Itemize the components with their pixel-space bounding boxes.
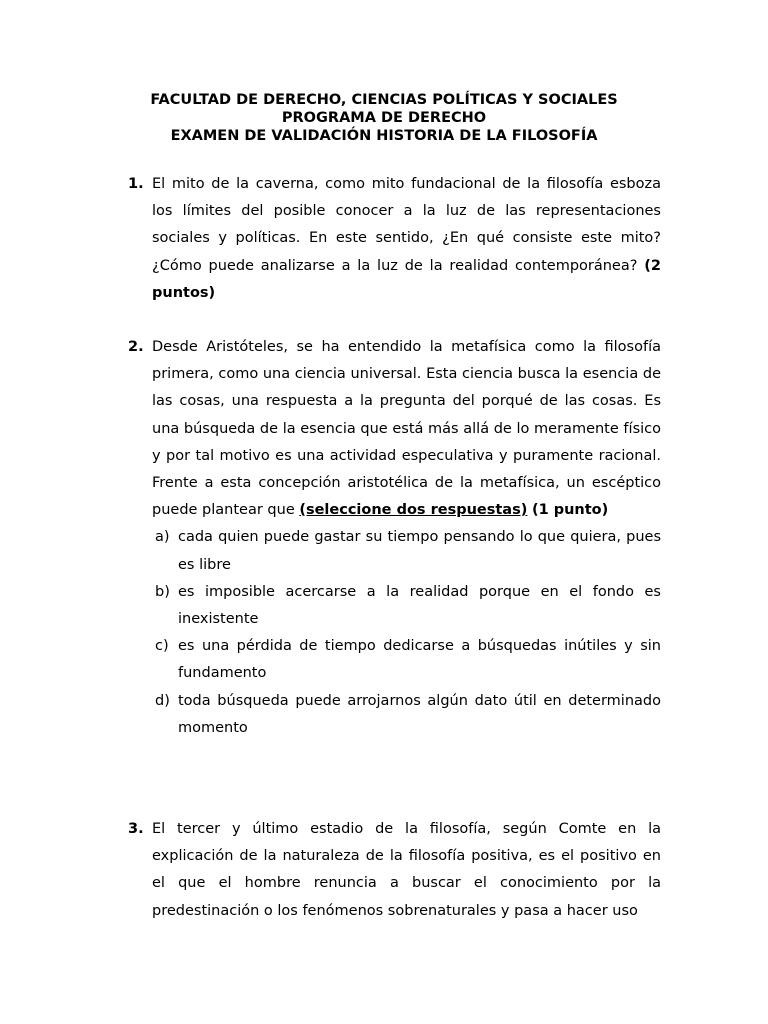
question-body (152, 334, 661, 524)
question-text: El mito de la caverna, como mito fundacional de la filosofía esboza los límites del posible conocer a la luz de las representaciones sociales y políticas. En este sentido, ¿En qué consiste este mito? ¿Cómo puede analizarse a la luz de la realidad contemporánea? (152, 176, 661, 274)
question-text: El tercer y último estadio de la filosofía, según Comte en la explicación de la naturaleza de la filosofía positiva, es el positivo en el que el hombre renuncia a buscar el conocimiento por la predestinación o los fenómenos sobrenaturales y pasa a hacer uso (152, 821, 661, 919)
option-text: es imposible acercarse a la realidad porque en el fondo es inexistente (178, 583, 661, 628)
option-text: es una pérdida de tiempo dedicarse a búsquedas inútiles y sin fundamento (178, 638, 661, 682)
option-letter: b) (155, 583, 170, 600)
question-points: (2 puntos) (152, 257, 661, 301)
option-text: cada quien puede gastar su tiempo pensando lo que quiera, pues es libre (178, 529, 661, 573)
question-points: (1 punto) (531, 502, 609, 519)
answer-option-b (152, 579, 661, 633)
answer-options (152, 524, 661, 742)
option-letter: c) (155, 638, 169, 655)
question-text: Desde Aristóteles, se ha entendido la metafísica como la filosofía primera, como una ciencia universal. Esta ciencia busca la esencia de las cosas, una respuesta a la pregunta del porqué de las cosas. Es una búsqueda de la esencia que está más allá de lo meramente físico y por tal motivo es una actividad especulativa y puramente racional. Frente a esta concepción aristotélica de la metafísica, un escéptico puede plantear que (152, 339, 661, 519)
document-header (0, 91, 768, 145)
question-body (152, 816, 661, 925)
exam-title: EXAMEN DE VALIDACIÓN HISTORIA DE LA FILOSOFÍA (170, 128, 598, 144)
question-number: 1. (128, 176, 144, 192)
option-letter: d) (155, 692, 170, 709)
answer-option-d (152, 688, 661, 742)
question-1 (128, 171, 661, 307)
faculty-title: FACULTAD DE DERECHO, CIENCIAS POLÍTICAS Y SOCIALES (150, 92, 618, 108)
program-title: PROGRAMA DE DERECHO (281, 110, 487, 126)
question-number: 2. (128, 339, 144, 355)
question-instruction: (seleccione dos respuestas) (299, 502, 528, 519)
question-number: 3. (128, 821, 144, 837)
answer-option-c (152, 633, 661, 687)
option-text: toda búsqueda puede arrojarnos algún dato útil en determinado momento (178, 692, 661, 736)
question-3 (128, 816, 661, 925)
option-letter: a) (155, 529, 170, 546)
answer-option-a (152, 524, 661, 578)
question-2 (128, 334, 661, 742)
question-body (152, 171, 661, 307)
